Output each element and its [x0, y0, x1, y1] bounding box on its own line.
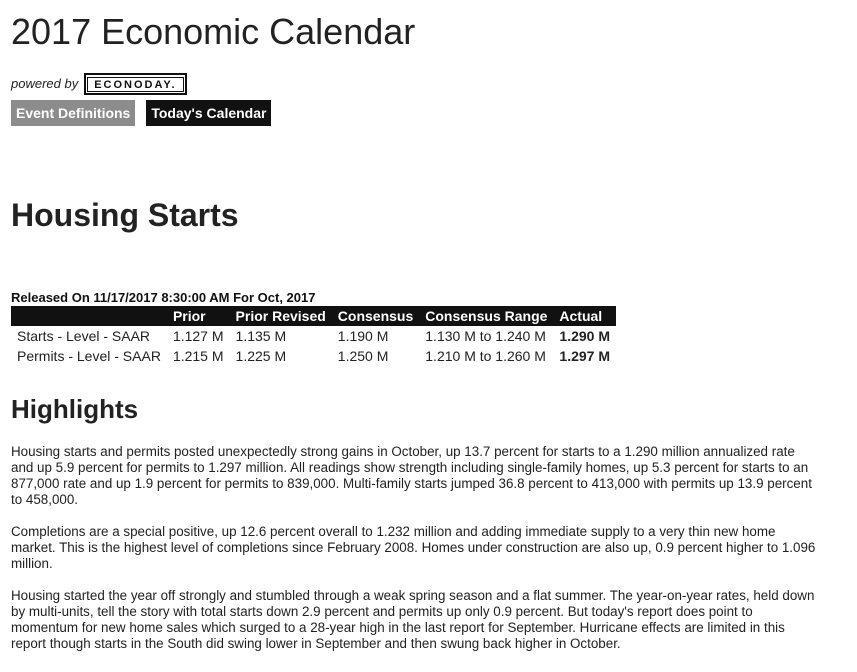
highlights-title: Highlights	[11, 394, 139, 424]
table-header: Prior	[167, 306, 230, 326]
table-cell: 1.190 M	[337, 328, 389, 344]
table-cell: 1.210 M to 1.260 M	[425, 348, 546, 364]
table-header: Actual	[553, 306, 616, 326]
highlights-body	[11, 444, 816, 668]
release-table	[11, 306, 616, 366]
event-definitions-button[interactable]: Event Definitions	[11, 100, 135, 126]
highlights-paragraph: Completions are a special positive, up 12.6 percent overall to 1.232 million and adding immediate supply to a very thin new home market. This is the highest level of completions since February 2008. Homes under construction are also up, 0.9 percent higher to 1.096 million.	[11, 524, 816, 571]
page-title: 2017 Economic Calendar	[11, 11, 416, 52]
table-cell: 1.225 M	[235, 348, 287, 364]
todays-calendar-button[interactable]: Today's Calendar	[146, 100, 271, 126]
table-row	[11, 326, 616, 346]
table-cell-actual: 1.297 M	[559, 348, 610, 364]
nav-buttons	[11, 100, 271, 126]
highlights-paragraph: Housing started the year off strongly and stumbled through a weak spring season and a flat summer. The year-on-year rates, held down by multi-units, tell the story with total starts down 2.9 percent and permits up only 0.9 percent. But today's report does point to momentum for new home sales which surged to a 28-year high in the last report for September. Hurricane effects are limited in this report though starts in the South did swing lower in September and then swung back higher in October.	[11, 588, 815, 651]
table-cell-actual: 1.290 M	[559, 328, 610, 344]
econoday-logo[interactable]	[84, 73, 186, 95]
table-cell: Permits - Level - SAAR	[17, 348, 161, 364]
table-cell: Starts - Level - SAAR	[17, 328, 151, 344]
table-cell: 1.135 M	[235, 328, 287, 344]
table-header: Consensus Range	[419, 306, 553, 326]
table-cell: 1.215 M	[172, 348, 224, 364]
table-row	[11, 346, 616, 366]
highlights-paragraph: Housing starts and permits posted unexpectedly strong gains in October, up 13.7 percent for starts to a 1.290 million annualized rate and up 5.9 percent for permits to 1.297 million. All readings show strength including single-family homes, up 5.3 percent for starts to an 877,000 rate and up 1.9 percent for permits to 839,000. Multi-family starts jumped 36.8 percent to 413,000 with permits up 13.9 percent to 458,000.	[11, 444, 812, 507]
table-cell: 1.130 M to 1.240 M	[425, 328, 546, 344]
powered-by-text: powered by	[11, 76, 79, 91]
econoday-logo-text: ECONODAY.	[87, 77, 183, 92]
table-cell: 1.250 M	[337, 348, 389, 364]
table-cell: 1.127 M	[172, 328, 224, 344]
release-line: Released On 11/17/2017 8:30:00 AM For Oct, 2017	[11, 290, 316, 305]
event-title: Housing Starts	[11, 197, 239, 233]
table-header-row	[11, 306, 616, 326]
table-header: Prior Revised	[230, 306, 332, 326]
powered-by	[11, 73, 187, 95]
table-header: Consensus	[332, 306, 419, 326]
table-header	[11, 306, 167, 326]
